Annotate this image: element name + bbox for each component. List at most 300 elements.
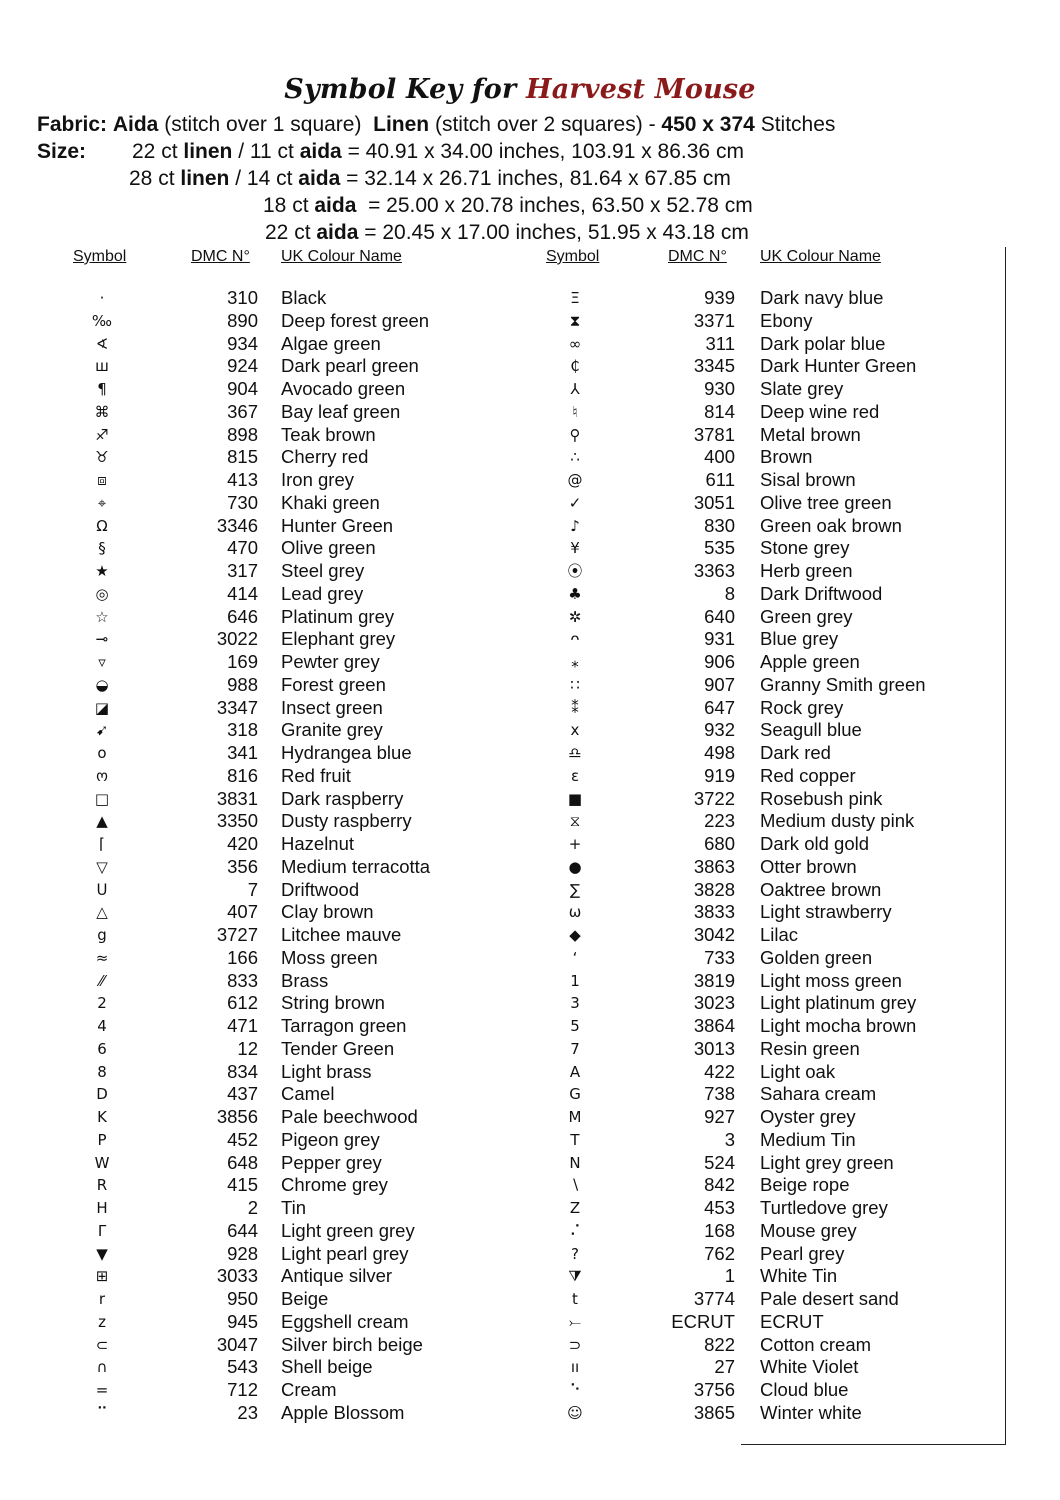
stitch-symbol: W (94, 1153, 110, 1172)
colour-name: Forest green (281, 673, 386, 695)
colour-name: Hunter Green (281, 514, 394, 536)
key-row (0, 1038, 1000, 1061)
stitch-symbol: ∢ (95, 334, 109, 353)
colour-name: Driftwood (281, 878, 360, 900)
dmc-number: 890 (227, 309, 258, 331)
colour-name: Dark Hunter Green (760, 355, 917, 377)
key-row (0, 879, 1000, 902)
header-symbol-right: Symbol (546, 248, 600, 265)
dmc-number: 830 (704, 514, 735, 536)
stitch-symbol: ⊸ (95, 630, 109, 649)
dmc-number: 420 (227, 833, 258, 854)
stitch-symbol: ≈ (95, 948, 109, 967)
colour-name: Dark pearl green (281, 355, 419, 377)
stitch-symbol: ∑ (569, 880, 581, 899)
colour-name: Slate grey (760, 378, 844, 399)
colour-name: Pigeon grey (281, 1128, 380, 1150)
header-name-right: UK Colour Name (760, 248, 881, 265)
key-row (0, 537, 1000, 560)
size-fabric-secondary: aida (316, 221, 359, 244)
colour-name: Beige rope (760, 1174, 850, 1196)
colour-name: Apple green (760, 651, 860, 672)
key-row (0, 287, 1000, 310)
stitch-symbol: ♐ (95, 425, 109, 444)
colour-name: Light oak (760, 1060, 836, 1082)
key-row (0, 1220, 1000, 1243)
stitch-symbol: ★ (95, 562, 109, 580)
dmc-number: 3727 (216, 924, 258, 945)
colour-name: Green grey (760, 605, 853, 627)
stitch-symbol: ▼ (96, 1244, 108, 1263)
stitch-symbol: ▿ (98, 653, 106, 671)
stitch-symbol: ш (95, 357, 109, 376)
stitch-symbol: ⊂ (95, 1335, 109, 1354)
dmc-number: 367 (227, 400, 258, 422)
colour-name: Olive green (281, 537, 376, 559)
stitch-label: Stitches (760, 113, 836, 136)
colour-name: Green oak brown (760, 514, 902, 536)
size-dimensions: = 25.00 x 20.78 inches, 63.50 x 52.78 cm (356, 194, 753, 217)
stitch-symbol: ▲ (96, 812, 108, 831)
stitch-symbol: ⠑ (569, 1381, 581, 1399)
stitch-symbol: 2 (97, 994, 107, 1013)
colour-name: Teak brown (281, 423, 376, 445)
key-row (0, 515, 1000, 538)
dmc-number: 414 (227, 582, 258, 604)
dmc-number: 1 (724, 1265, 735, 1287)
dmc-number: 8 (724, 582, 735, 604)
stitch-symbol: ⅄ (570, 380, 580, 398)
stitch-symbol: ∴ (570, 448, 580, 467)
colour-name: Pale desert sand (760, 1288, 899, 1309)
stitch-symbol: ⌈ (99, 835, 105, 853)
stitch-symbol: Z (569, 1199, 581, 1217)
dmc-number: 950 (227, 1288, 258, 1309)
dmc-number: 3864 (693, 1015, 735, 1036)
dmc-number: 453 (704, 1197, 735, 1218)
size-label: Size: (37, 140, 87, 163)
dmc-number: 3013 (693, 1037, 735, 1059)
colour-name: Silver birch beige (281, 1333, 423, 1355)
colour-name: Cream (281, 1379, 337, 1400)
dmc-number: 3856 (216, 1106, 258, 1127)
stitch-symbol: = (95, 1381, 109, 1399)
dmc-number: 733 (704, 946, 735, 968)
stitch-symbol: Γ (97, 1221, 107, 1240)
stitch-symbol: A (569, 1062, 581, 1081)
dmc-number: 932 (704, 719, 735, 741)
dmc-number: 945 (227, 1310, 258, 1332)
stitch-symbol: ⧩ (568, 1267, 582, 1286)
key-row (0, 1061, 1000, 1084)
colour-name: Herb green (760, 560, 853, 581)
colour-name: Seagull blue (760, 719, 862, 741)
size-dimensions: = 40.91 x 34.00 inches, 103.91 x 86.36 cm (341, 140, 744, 163)
dmc-number: 23 (237, 1401, 258, 1423)
colour-name: Chrome grey (281, 1174, 388, 1196)
stitch-symbol: □ (94, 789, 110, 808)
colour-name: Elephant grey (281, 628, 396, 650)
stitch-symbol: 3 (570, 994, 580, 1013)
stitch-symbol: ıı (570, 1358, 580, 1377)
colour-name: Granite grey (281, 719, 383, 741)
colour-name: Lead grey (281, 582, 364, 604)
dmc-number: 3363 (693, 560, 735, 581)
dmc-number: 400 (704, 446, 735, 468)
stitch-symbol: ⁑ (571, 698, 579, 717)
colour-name: Lilac (760, 924, 799, 945)
colour-name: Brown (760, 446, 813, 468)
dmc-number: 318 (227, 719, 258, 741)
dmc-number: 168 (704, 1219, 735, 1241)
colour-name: Platinum grey (281, 605, 395, 627)
stitch-symbol: ■ (567, 789, 583, 808)
key-row (0, 446, 1000, 469)
colour-name: Tarragon green (281, 1015, 407, 1036)
stitch-symbol: Ξ (570, 289, 580, 307)
stitch-symbol: ⧖ (569, 812, 581, 831)
size-fabric-primary: linen (183, 140, 233, 163)
size-line (263, 194, 753, 218)
header-name-left: UK Colour Name (281, 248, 402, 265)
stitch-symbol: ♮ (572, 402, 578, 421)
dmc-number: 644 (227, 1219, 258, 1241)
stitch-symbol: x (570, 721, 580, 740)
stitch-symbol: ‰ (91, 311, 113, 330)
size-line (265, 221, 749, 245)
dmc-number: 3722 (693, 787, 735, 809)
key-row (0, 1015, 1000, 1038)
colour-name: Avocado green (281, 378, 406, 399)
colour-name: Ebony (760, 309, 813, 331)
stitch-symbol: N (569, 1153, 581, 1172)
dmc-number: 898 (227, 423, 258, 445)
stitch-symbol: ᑌ (96, 880, 108, 899)
colour-name: Light pearl grey (281, 1242, 409, 1264)
size-fabric-primary: linen (180, 167, 230, 190)
stitch-symbol: o (97, 744, 107, 762)
colour-name: Winter white (760, 1401, 862, 1423)
stitch-symbol: ⧈ (97, 471, 107, 489)
colour-name: Golden green (760, 946, 873, 968)
size-line (129, 167, 731, 191)
colour-name: White Violet (760, 1356, 859, 1378)
stitch-count: 450 x 374 (661, 113, 755, 136)
colour-name: Cherry red (281, 446, 369, 468)
dmc-number: 310 (227, 287, 258, 308)
key-row (0, 924, 1000, 947)
dmc-number: 730 (227, 491, 258, 513)
colour-name: Blue grey (760, 628, 839, 650)
colour-name: Beige (281, 1288, 329, 1309)
stitch-symbol: T (570, 1130, 580, 1149)
colour-name: Medium dusty pink (760, 810, 915, 832)
key-row (0, 310, 1000, 333)
colour-name: Stone grey (760, 537, 850, 559)
colour-name: Metal brown (760, 423, 861, 445)
dmc-number: 762 (704, 1242, 735, 1264)
stitch-symbol: r (98, 1290, 106, 1308)
stitch-symbol: 6 (97, 1039, 107, 1058)
colour-name: Red fruit (281, 764, 351, 786)
stitch-symbol: ◆ (569, 926, 581, 944)
header-dmc-right: DMC N° (668, 248, 727, 265)
key-row (0, 469, 1000, 492)
dmc-number: 415 (227, 1174, 258, 1196)
colour-name: Rock grey (760, 696, 844, 718)
dmc-number: 422 (704, 1060, 735, 1082)
key-row (0, 651, 1000, 674)
stitch-symbol: ⠌ (569, 1221, 581, 1240)
dmc-number: 317 (227, 560, 258, 581)
stitch-symbol: ◪ (94, 698, 110, 717)
key-row (0, 765, 1000, 788)
colour-name: Granny Smith green (760, 673, 926, 695)
dmc-number: 907 (704, 673, 735, 695)
dmc-number: 834 (227, 1060, 258, 1082)
colour-name: Litchee mauve (281, 924, 402, 945)
colour-name: Pepper grey (281, 1151, 382, 1173)
dmc-number: 3 (724, 1128, 735, 1150)
dmc-number: 3346 (216, 514, 258, 536)
colour-name: Dark red (760, 742, 831, 763)
key-row (0, 992, 1000, 1015)
dmc-number: 640 (704, 605, 735, 627)
colour-name: Light strawberry (760, 901, 892, 923)
dmc-number: 646 (227, 605, 258, 627)
key-row (0, 424, 1000, 447)
colour-name: Dusty raspberry (281, 810, 412, 832)
stitch-symbol: ⤚ (568, 1312, 581, 1331)
colour-name: Tender Green (281, 1037, 395, 1059)
size-count-secondary: 18 ct (263, 194, 309, 217)
dmc-number: 311 (705, 332, 735, 354)
colour-name: Sahara cream (760, 1083, 877, 1105)
dmc-number: 934 (227, 332, 258, 354)
dmc-number: 988 (227, 673, 258, 695)
colour-name: Cotton cream (760, 1333, 872, 1355)
dmc-number: 919 (704, 764, 735, 786)
size-count-secondary: 11 ct (249, 140, 294, 163)
key-row (0, 1106, 1000, 1129)
right-border-line (1005, 247, 1006, 1445)
dmc-number: 930 (704, 378, 735, 399)
key-row (0, 1311, 1000, 1334)
dmc-number: 3345 (693, 355, 735, 377)
dmc-number: 470 (227, 537, 258, 559)
colour-name: Clay brown (281, 901, 374, 923)
dmc-number: 924 (227, 355, 258, 377)
colour-name: Light platinum grey (760, 992, 917, 1014)
dmc-number: 413 (227, 469, 258, 490)
colour-name: Hydrangea blue (281, 742, 412, 763)
dmc-number: ECRUT (671, 1310, 735, 1332)
stitch-symbol: ● (568, 857, 582, 876)
stitch-symbol: ◒ (95, 675, 109, 694)
dmc-number: 452 (227, 1128, 258, 1150)
colour-name: Deep forest green (281, 309, 430, 331)
dmc-number: 12 (237, 1037, 258, 1059)
dmc-number: 816 (227, 764, 258, 786)
key-row (0, 1129, 1000, 1152)
colour-name: Deep wine red (760, 400, 880, 422)
key-row (0, 355, 1000, 378)
colour-name: Olive tree green (760, 491, 892, 513)
stitch-symbol: ɛ (570, 766, 580, 785)
key-row (0, 1402, 1000, 1425)
colour-name: Moss green (281, 946, 378, 968)
colour-name: Algae green (281, 332, 381, 354)
dmc-number: 3819 (693, 969, 735, 991)
size-count-secondary: 14 ct (246, 167, 293, 190)
dmc-number: 437 (227, 1083, 258, 1105)
dmc-number: 2 (247, 1197, 258, 1218)
colour-name: Dark raspberry (281, 787, 404, 809)
dmc-number: 738 (704, 1083, 735, 1105)
stitch-symbol: ⦿ (567, 562, 583, 580)
stitch-symbol: P (97, 1130, 107, 1149)
stitch-symbol: ⌖ (97, 493, 107, 512)
colour-name: Medium terracotta (281, 855, 431, 877)
colour-name: Apple Blossom (281, 1401, 405, 1423)
key-row (0, 1334, 1000, 1357)
stitch-symbol: ⁄⁄ (99, 971, 105, 990)
dmc-number: 611 (705, 469, 735, 490)
stitch-symbol: ➹ (95, 721, 109, 740)
size-line (132, 140, 744, 164)
stitch-symbol: ♪ (570, 516, 580, 535)
dmc-number: 223 (704, 810, 735, 832)
colour-name: Pale beechwood (281, 1106, 418, 1127)
stitch-symbol: ⁎ (571, 653, 579, 671)
stitch-symbol: ✓ (568, 493, 582, 512)
title-prefix: Symbol Key for (284, 74, 517, 105)
colour-name: Hazelnut (281, 833, 355, 854)
key-row (0, 401, 1000, 424)
key-row (0, 947, 1000, 970)
key-row (0, 788, 1000, 811)
size-fabric-secondary: aida (298, 167, 341, 190)
dmc-number: 3756 (693, 1379, 735, 1400)
key-row (0, 1197, 1000, 1220)
stitch-symbol: D (96, 1085, 108, 1104)
dmc-number: 680 (704, 833, 735, 854)
colour-name: Light brass (281, 1060, 372, 1082)
stitch-symbol: ∷ (570, 675, 580, 694)
dmc-number: 3023 (693, 992, 735, 1014)
key-row (0, 1288, 1000, 1311)
size-fabric-secondary: aida (314, 194, 357, 217)
dmc-number: 471 (227, 1015, 258, 1036)
colour-name: Rosebush pink (760, 787, 883, 809)
colour-name: Medium Tin (760, 1128, 856, 1150)
stitch-symbol: ⧗ (569, 311, 581, 330)
colour-name: Light green grey (281, 1219, 415, 1241)
stitch-symbol: ♎ (568, 744, 582, 762)
dmc-number: 3371 (693, 309, 735, 331)
dmc-number: 842 (704, 1174, 735, 1196)
fabric-line (37, 113, 835, 137)
stitch-symbol: H (96, 1199, 108, 1217)
colour-name: String brown (281, 992, 385, 1014)
size-separator: / (229, 167, 247, 190)
stitch-symbol: G (569, 1085, 581, 1104)
dmc-number: 356 (227, 855, 258, 877)
stitch-symbol: g (97, 926, 107, 944)
stitch-symbol: ⠉ (96, 1403, 108, 1422)
dmc-number: 3865 (693, 1401, 735, 1423)
dmc-number: 341 (227, 742, 258, 763)
colour-name: Sisal brown (760, 469, 856, 490)
stitch-symbol: ♣ (568, 584, 582, 603)
dmc-number: 3042 (693, 924, 735, 945)
size-separator: / (232, 140, 250, 163)
dmc-number: 931 (704, 628, 735, 650)
dmc-number: 904 (227, 378, 258, 399)
key-row (0, 1174, 1000, 1197)
key-row (0, 583, 1000, 606)
colour-name: ECRUT (760, 1310, 824, 1332)
key-row (0, 628, 1000, 651)
dmc-number: 927 (704, 1106, 735, 1127)
dmc-number: 3833 (693, 901, 735, 923)
key-row (0, 697, 1000, 720)
key-row (0, 560, 1000, 583)
dmc-number: 3831 (216, 787, 258, 809)
stitch-symbol: ω (568, 903, 582, 922)
stitch-symbol: 4 (97, 1017, 107, 1035)
stitch-symbol: ∖ (570, 1176, 580, 1195)
dmc-number: 166 (227, 946, 258, 968)
size-fabric-secondary: aida (299, 140, 342, 163)
key-row (0, 810, 1000, 833)
colour-name: Bay leaf green (281, 400, 401, 422)
dmc-number: 3781 (693, 423, 735, 445)
colour-name: Dark navy blue (760, 287, 884, 308)
dmc-number: 498 (704, 742, 735, 763)
stitch-symbol: ☺ (567, 1403, 583, 1422)
dmc-number: 833 (227, 969, 258, 991)
colour-name: Pearl grey (760, 1242, 845, 1264)
key-row (0, 333, 1000, 356)
colour-name: Dark Driftwood (760, 582, 883, 604)
colour-name: Oaktree brown (760, 878, 882, 900)
stitch-symbol: Ω (96, 516, 108, 535)
stitch-symbol: ო (96, 766, 108, 785)
stitch-symbol: ∩ (96, 1358, 108, 1377)
dmc-number: 3774 (693, 1288, 735, 1309)
stitch-symbol: M (568, 1108, 582, 1126)
dmc-number: 712 (227, 1379, 258, 1400)
colour-name: Red copper (760, 764, 856, 786)
dmc-number: 3051 (693, 491, 735, 513)
colour-name: Light grey green (760, 1151, 894, 1173)
stitch-symbol: · (99, 289, 105, 307)
stitch-symbol: @ (567, 471, 583, 489)
colour-name: Iron grey (281, 469, 355, 490)
dmc-number: 3047 (216, 1333, 258, 1355)
stitch-symbol: 5 (570, 1017, 580, 1035)
colour-name: Black (281, 287, 327, 308)
key-row (0, 856, 1000, 879)
stitch-symbol: z (98, 1312, 106, 1331)
size-count-primary: 22 ct (132, 140, 178, 163)
fabric-linen-note: (stitch over 2 squares) - (434, 113, 656, 136)
dmc-number: 939 (704, 287, 735, 308)
header-dmc-left: DMC N° (191, 248, 250, 265)
stitch-symbol: ⊞ (95, 1267, 109, 1286)
colour-name: Tin (281, 1197, 307, 1218)
